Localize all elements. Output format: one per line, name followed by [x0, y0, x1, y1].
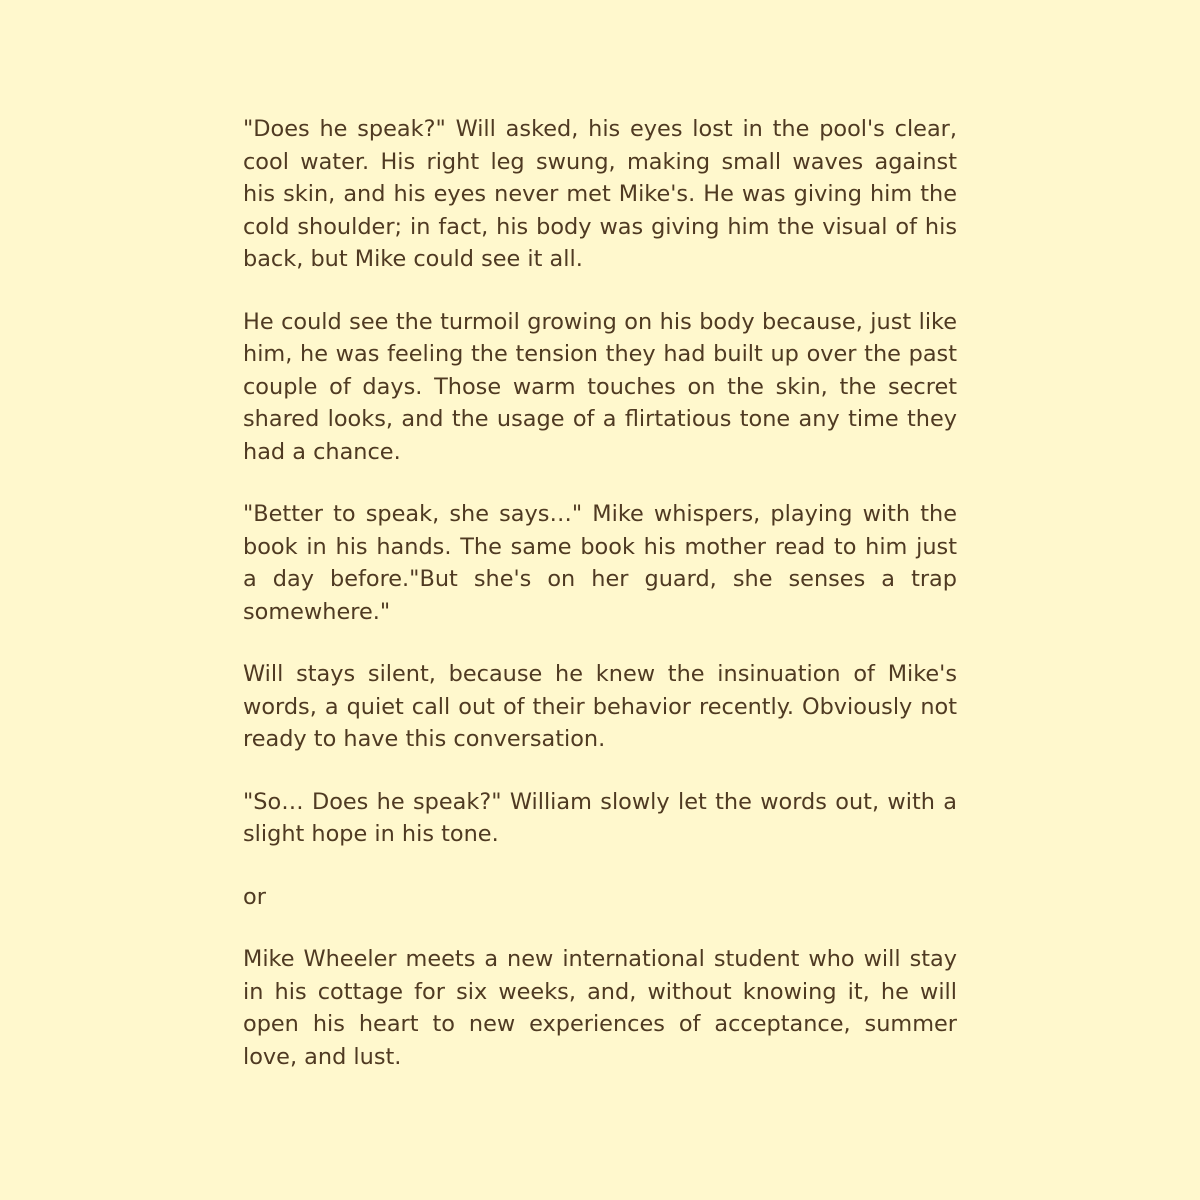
paragraph-3: "Better to speak, she says…" Mike whispers, playing with the book in his hands. The same book his mother read to him just a day before."But she's on her guard, she senses a trap somewhere.": [243, 501, 957, 625]
paragraph-5: "So… Does he speak?" William slowly let the words out, with a slight hope in his tone.: [243, 788, 957, 847]
text-body: [243, 113, 957, 1103]
paragraph-4: Will stays silent, because he knew the insinuation of Mike's words, a quiet call out of their behavior recently. Obviously not ready to have this conversation.: [243, 661, 957, 752]
paragraph-separator-or: or: [243, 883, 266, 910]
paragraph-synopsis: Mike Wheeler meets a new international student who will stay in his cottage for six weeks, and, without knowing it, he will open his heart to new experiences of acceptance, summer love, and lust.: [243, 946, 957, 1070]
paragraph-2: He could see the turmoil growing on his body because, just like him, he was feeling the tension they had built up over the past couple of days. Those warm touches on the skin, the secret shared looks, and the usage of a flirtatious tone any time they had a chance.: [243, 308, 957, 465]
paragraph-1: "Does he speak?" Will asked, his eyes lost in the pool's clear, cool water. His right leg swung, making small waves against his skin, and his eyes never met Mike's. He was giving him the cold shoulder; in fact, his body was giving him the visual of his back, but Mike could see it all.: [243, 116, 957, 272]
